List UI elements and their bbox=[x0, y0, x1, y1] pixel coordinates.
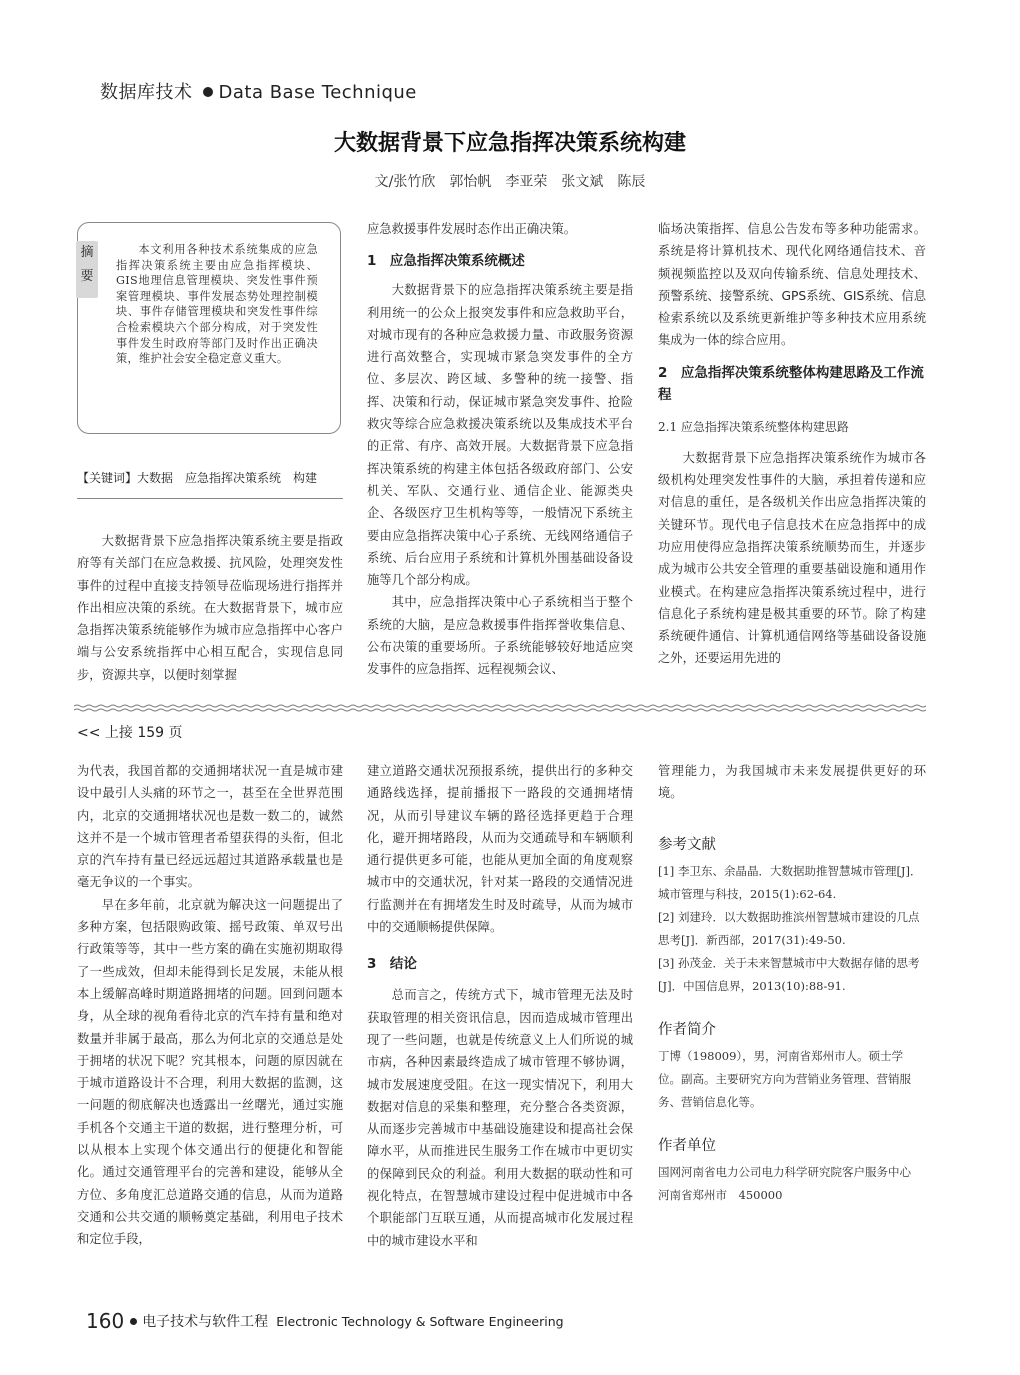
bottom-col2-paragraph-1: 建立道路交通状况预报系统，提供出行的多种交通路线选择，提前播报下一路段的交通拥堵情况，从而引导建议车辆的路径选择更趋于合理化，避开拥堵路段，从而为交通疏导和车辆顺利通行提供更多可能，也能从更加全面的角度观察城市中的交通状况，针对某一路段的交通情况进行监测并在有拥堵发生时及时疏导，从而为城市中的交通顺畅提供保障。 bbox=[367, 764, 633, 935]
reference-3: [3] 孙茂金．关于未来智慧城市中大数据存储的思考[J]．中国信息界，2013(10):88-91. bbox=[658, 955, 920, 993]
top-col1-paragraph: 大数据背景下应急指挥决策系统主要是指政府等有关部门在应急救援、抗风险，处理突发性事件的过程中直接支持领导莅临现场进行指挥并作出相应决策的系统。在大数据背景下，城市应急指挥决策系统能够作为城市应急指挥中心客户端与公安系统指挥中心相互配合，实现信息同步，资源共享，以便时刻掌握 bbox=[77, 534, 343, 682]
bottom-col2-paragraph-2: 总而言之，传统方式下，城市管理无法及时获取管理的相关资讯信息，因而造成城市管理出现了一些问题，也就是传统意义上人们所说的城市病，各种因素最终造成了城市管理不够协调，城市发展速度受阻。在这一现实情况下，利用大数据对信息的采集和整理，充分整合各类资源，从而逐步完善城市中基础设施建设和提高社会保障水平，从而推进民生服务工作在城市中更切实的保障到民众的利益。利用大数据的联动性和可视化特点，在智慧城市建设过程中促进城市中各个职能部门互联互通，从而提高城市化发展过程中的城市建设水平和 bbox=[367, 988, 633, 1248]
wavy-divider bbox=[74, 704, 926, 712]
journal-name-zh: 电子技术与软件工程 bbox=[142, 1314, 269, 1330]
author-unit: 国网河南省电力公司电力科学研究院客户服务中心 河南省郑州市 450000 bbox=[658, 1164, 923, 1202]
page-footer bbox=[86, 1309, 564, 1333]
subsection-heading-2-1: 2.1 应急指挥决策系统整体构建思路 bbox=[658, 419, 849, 434]
footer-bullet-icon bbox=[130, 1318, 137, 1325]
top-col2 bbox=[367, 218, 633, 681]
author-bio: 丁博（198009），男，河南省郑州市人。硕士学位。副高。主要研究方向为营销业务管理、营销服务、营销信息化等。 bbox=[658, 1048, 911, 1109]
continued-from-note: << 上接 159 页 bbox=[77, 725, 183, 741]
article-authors: 文/张竹欣 郭怡帆 李亚荣 张文斌 陈辰 bbox=[374, 174, 646, 190]
section-name-zh: 数据库技术 bbox=[100, 82, 193, 103]
abstract-text: 本文利用各种技术系统集成的应急指挥决策系统主要由应急指挥模块、GIS地理信息管理模块、突发性事件预案管理模块、事件发展态势处理控制模块、事件存储管理模块和突发性事件综合检索模块六个部分构成，对于突发性事件发生时政府等部门及时作出正确决策，维护社会安全稳定意义重大。 bbox=[116, 243, 318, 366]
bottom-col3 bbox=[658, 760, 926, 1207]
top-col2-paragraph-0: 应急救援事件发展时态作出正确决策。 bbox=[367, 222, 577, 236]
bottom-col3-paragraph-1: 管理能力，为我国城市未来发展提供更好的环境。 bbox=[658, 764, 926, 801]
top-col2-paragraph-1: 大数据背景下的应急指挥决策系统主要是指利用统一的公众上报突发事件和应急救助平台，对城市现有的各种应急救援力量、市政服务资源进行高效整合，实现城市紧急突发事件的全方位、多层次、跨区域、多警种的统一接警、指挥、决策和行动，保证城市紧急突发事件、抢险救灾等综合应急救援决策系统以及集成技术平台的正常、有序、高效开展。大数据背景下应急指挥决策系统的构建主体包括各级政府部门、公安机关、军队、交通行业、通信企业、能源类央企、各级医疗卫生机构等等，一般情况下系统主要由应急指挥决策中心子系统、无线网络通信子系统、后台应用子系统和计算机外围基础设备设施等几个部分构成。 bbox=[367, 283, 633, 588]
journal-section-header bbox=[100, 78, 417, 104]
top-col2-paragraph-2: 其中，应急指挥决策中心子系统相当于整个系统的大脑，是应急救援事件指挥誉收集信息、公布决策的重要场所。子系统能够较好地适应突发事件的应急指挥、远程视频会议、 bbox=[367, 595, 633, 677]
article-title: 大数据背景下应急指挥决策系统构建 bbox=[333, 131, 686, 156]
section-heading-3: 3 结论 bbox=[367, 956, 417, 973]
author-unit-heading: 作者单位 bbox=[658, 1137, 716, 1154]
section-heading-1: 1 应急指挥决策系统概述 bbox=[367, 253, 525, 270]
abstract-label-char-2: 要 bbox=[80, 269, 94, 284]
reference-2: [2] 刘建玲．以大数据助推滨州智慧城市建设的几点思考[J]．新西部，2017(31):49-50. bbox=[658, 909, 920, 947]
top-col3 bbox=[658, 218, 926, 670]
bottom-col1 bbox=[77, 760, 343, 1251]
bottom-col1-paragraph-2: 早在多年前，北京就为解决这一问题提出了多种方案，包括限购政策、摇号政策、单双号出行政策等等，其中一些方案的确在实施初期取得了一些成效，但却未能得到长足发展，未能从根本上缓解高峰时期道路拥堵的问题。回到问题本身，从全球的视角看待北京的汽车持有量和绝对数量并非属于最高，那么为何北京的交通总是处于拥堵的状况下呢？究其根本，问题的原因就在于城市道路设计不合理，利用大数据的监测，这一问题的彻底解决也透露出一丝曙光，通过实施手机各个交通主干道的数据，进行整理分析，可以从根本上实现个体交通出行的便捷化和智能化。通过交通管理平台的完善和建设，能够从全方位、多角度汇总道路交通的信息，从而为道路交通和公共交通的顺畅奠定基础，利用电子技术和定位手段， bbox=[77, 897, 343, 1247]
top-col3-paragraph-1: 临场决策指挥、信息公告发布等多种功能需求。系统是将计算机技术、现代化网络通信技术、音频视频监控以及双向传输系统、信息处理技术、预警系统、接警系统、GPS系统、GIS系统、信息检索系统以及系统更新维护等多种技术应用系统集成为一体的综合应用。 bbox=[658, 222, 926, 348]
abstract-label-char-1: 摘 bbox=[80, 245, 94, 260]
bullet-icon bbox=[203, 87, 213, 97]
section-name-en: Data Base Technique bbox=[218, 82, 417, 103]
bottom-col2 bbox=[367, 760, 633, 1252]
keywords-divider bbox=[77, 498, 343, 499]
author-bio-heading: 作者简介 bbox=[658, 1021, 716, 1038]
references-heading: 参考文献 bbox=[658, 836, 716, 853]
top-col3-paragraph-2: 大数据背景下应急指挥决策系统作为城市各级机构处理突发性事件的大脑，承担着传递和应对信息的重任，是各级机关作出应急指挥决策的关键环节。现代电子信息技术在应急指挥中的成功应用使得应急指挥决策系统顺势而生，并逐步成为城市公共安全管理的重要基础设施和通用作业模式。在构建应急指挥决策系统过程中，进行信息化子系统构建是极其重要的环节。除了构建系统硬件通信、计算机通信网络等基础设备设施之外，还要运用先进的 bbox=[658, 450, 926, 666]
page-number: 160 bbox=[86, 1309, 125, 1333]
reference-1: [1] 李卫东、余晶晶．大数据助推智慧城市管理[J]．城市管理与科技，2015(1):62-64. bbox=[658, 863, 922, 901]
bottom-col1-paragraph-1: 为代表，我国首都的交通拥堵状况一直是城市建设中最引人头痛的环节之一，甚至在全世界范围内，北京的交通拥堵状况也是数一数二的，诚然这并不是一个城市管理者希望获得的头衔，但北京的汽车持有量已经远远超过其道路承载量也是毫无争议的一个事实。 bbox=[77, 764, 343, 890]
journal-name-en: Electronic Technology & Software Engineering bbox=[276, 1314, 564, 1329]
keywords: 【关键词】大数据 应急指挥决策系统 构建 bbox=[77, 471, 318, 485]
abstract-label-tab bbox=[76, 241, 98, 298]
section-heading-2: 2 应急指挥决策系统整体构建思路及工作流程 bbox=[658, 364, 924, 403]
